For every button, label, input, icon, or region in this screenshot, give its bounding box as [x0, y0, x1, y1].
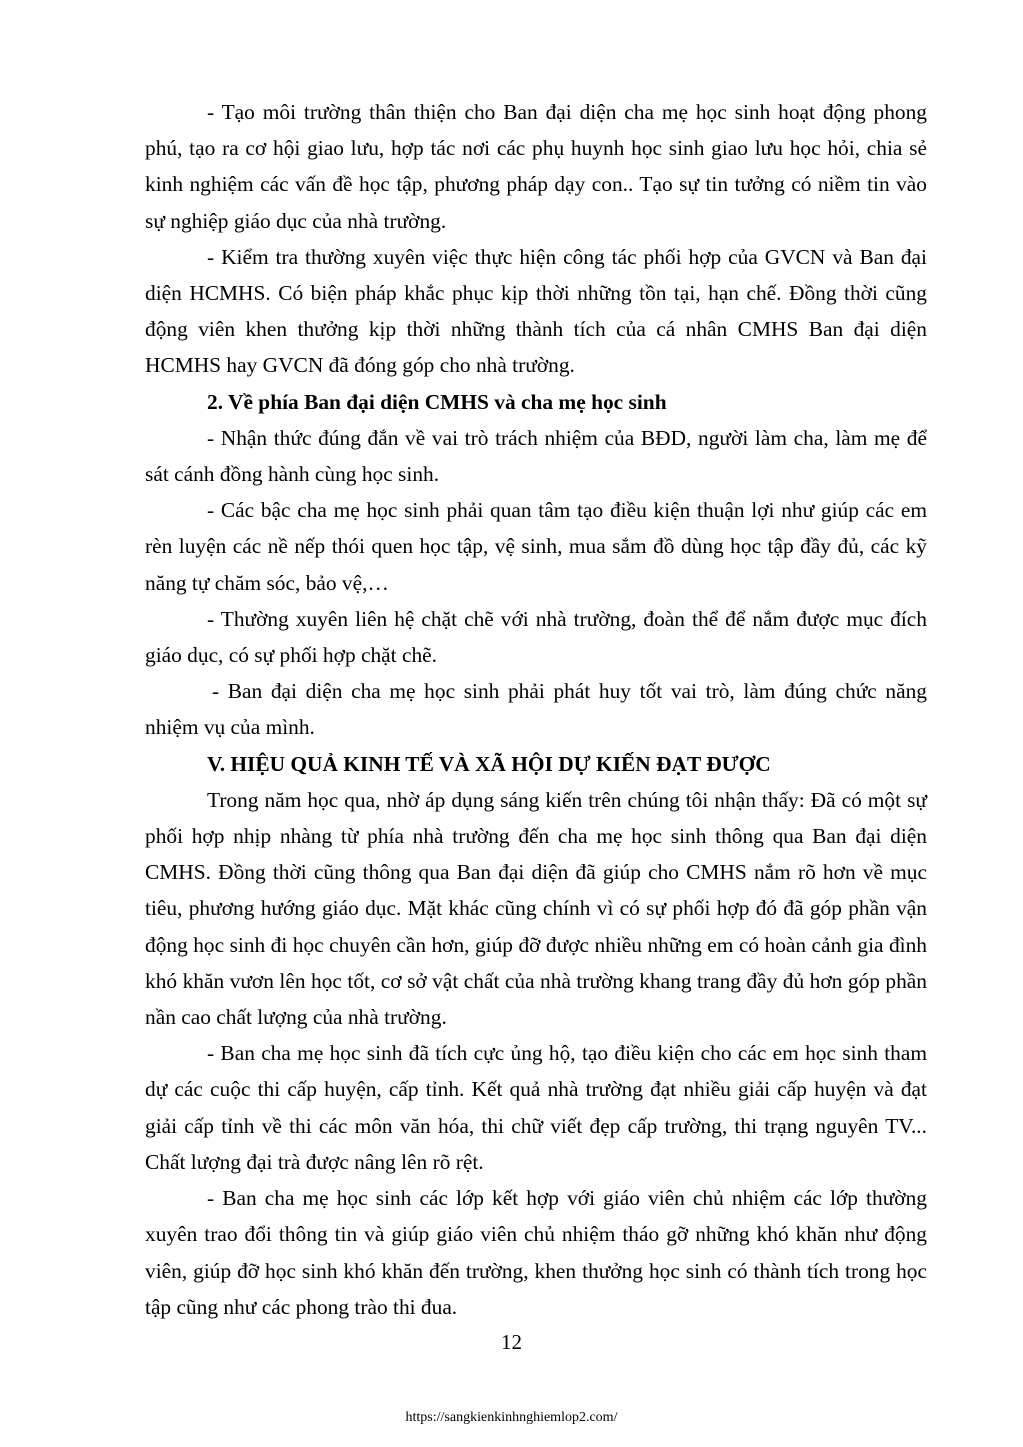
paragraph-parents-care: - Các bậc cha mẹ học sinh phải quan tâm tạo điều kiện thuận lợi như giúp các em rèn luyện các nề nếp thói quen học tập, vệ sinh, mua sắm đồ dùng học tập đầy đủ, các kỹ năng tự chăm sóc, bảo vệ,…	[145, 498, 927, 595]
section-heading-parents-board: 2. Về phía Ban đại diện CMHS và cha mẹ học sinh	[207, 389, 667, 414]
paragraph-board-role: - Ban đại diện cha mẹ học sinh phải phát huy tốt vai trò, làm đúng chức năng nhiệm vụ của mình.	[145, 679, 927, 740]
paragraph-awareness: - Nhận thức đúng đắn về vai trò trách nhiệm của BĐD, người làm cha, làm mẹ để sát cánh đồng hành cùng học sinh.	[145, 425, 927, 487]
document-body	[145, 94, 927, 1325]
paragraph-regular-inspection: - Kiểm tra thường xuyên việc thực hiện công tác phối hợp của GVCN và Ban đại diện HCMHS. Có biện pháp khắc phục kịp thời những tồn tại, hạn chế. Đồng thời cũng động viên khen thưởng kịp thời những thành tích của cá nhân CMHS Ban đại diện HCMHS hay GVCN đã đóng góp cho nhà trường.	[145, 244, 927, 378]
paragraph-school-year-results: Trong năm học qua, nhờ áp dụng sáng kiến trên chúng tôi nhận thấy: Đã có một sự phối hợp nhịp nhàng từ phía nhà trường đến cha mẹ học sinh thông qua Ban đại diện CMHS. Đồng thời cũng thông qua Ban đại diện đã giúp cho CMHS nắm rõ hơn về mục tiêu, phương hướng giáo dục. Mặt khác cũng chính vì có sự phối hợp đó đã góp phần vận động học sinh đi học chuyên cần hơn, giúp đỡ được nhiều những em có hoàn cảnh gia đình khó khăn vươn lên học tốt, cơ sở vật chất của nhà trường khang trang đầy đủ hơn góp phần nần cao chất lượng của nhà trường.	[145, 787, 927, 1030]
page-number: 12	[501, 1330, 522, 1354]
paragraph-friendly-environment: - Tạo môi trường thân thiện cho Ban đại diện cha mẹ học sinh hoạt động phong phú, tạo ra cơ hội giao lưu, hợp tác nơi các phụ huynh học sinh giao lưu học hỏi, chia sẻ kinh nghiệm các vấn đề học tập, phương pháp dạy con.. Tạo sự tin tưởng có niềm tin vào sự nghiệp giáo dục của nhà trường.	[145, 100, 927, 233]
paragraph-close-contact: - Thường xuyên liên hệ chặt chẽ với nhà trường, đoàn thể để nắm được mục đích giáo dục, có sự phối hợp chặt chẽ.	[145, 606, 927, 668]
paragraph-competitions: - Ban cha mẹ học sinh đã tích cực ủng hộ, tạo điều kiện cho các em học sinh tham dự các cuộc thi cấp huyện, cấp tỉnh. Kết quả nhà trường đạt nhiều giải cấp huyện và đạt giải cấp tỉnh về thi các môn văn hóa, thi chữ viết đẹp cấp trường, thi trạng nguyên TV... Chất lượng đại trà được nâng lên rõ rệt.	[145, 1041, 927, 1174]
section-heading-effectiveness: V. HIỆU QUẢ KINH TẾ VÀ XÃ HỘI DỰ KIẾN ĐẠT ĐƯỢC	[207, 751, 771, 776]
paragraph-class-cooperation: - Ban cha mẹ học sinh các lớp kết hợp với giáo viên chủ nhiệm các lớp thường xuyên trao đổi thông tin và giúp giáo viên chủ nhiệm tháo gỡ những khó khăn như động viên, giúp đỡ học sinh khó khăn đến trường, khen thưởng học sinh có thành tích trong học tập cũng như các phong trào thi đua.	[145, 1186, 927, 1319]
footer-url[interactable]: https://sangkienkinhnghiemlop2.com/	[405, 1410, 618, 1425]
